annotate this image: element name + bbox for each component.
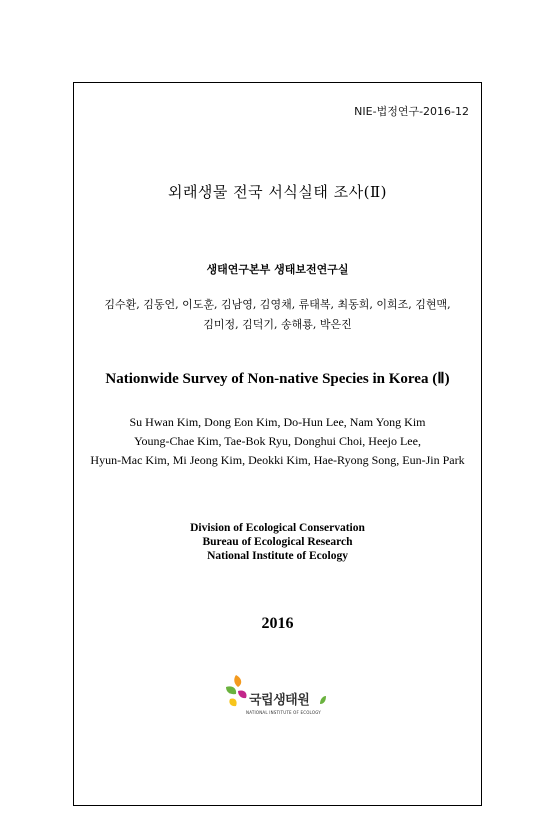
logo-magenta-leaf (238, 690, 247, 698)
logo-korean-name: 국립생태원 (249, 693, 310, 708)
leaf-logo-icon (224, 675, 248, 711)
english-authors-line: Su Hwan Kim, Dong Eon Kim, Do-Hun Lee, Nam Yong Kim (129, 415, 426, 429)
division-line: Division of Ecological Conservation (190, 522, 365, 534)
report-code: NIE-법정연구-2016-12 (354, 105, 469, 118)
logo-green-leaf (226, 686, 236, 694)
logo-english-name: NATIONAL INSTITUTE OF ECOLOGY (246, 710, 321, 715)
korean-authors-line: 김수환, 김동언, 이도훈, 김남영, 김영채, 류태복, 최동희, 이희조, 김현맥, (104, 298, 451, 311)
korean-title: 외래생물 전국 서식실태 조사(Ⅱ) (167, 183, 388, 201)
publication-year: 2016 (261, 615, 294, 632)
institute-logo (224, 673, 334, 733)
division-block (74, 521, 481, 563)
logo-orange-leaf (234, 675, 241, 687)
bureau-line: Bureau of Ecological Research (202, 536, 353, 548)
report-cover-frame (73, 82, 482, 806)
small-leaf-icon (319, 695, 327, 705)
english-authors-line: Hyun-Mac Kim, Mi Jeong Kim, Deokki Kim, Hae-Ryong Song, Eun-Jin Park (90, 453, 465, 467)
logo-yellow-leaf (229, 698, 236, 706)
korean-department: 생태연구본부 생태보전연구실 (206, 263, 349, 276)
korean-authors (74, 295, 481, 335)
english-authors (74, 413, 481, 470)
korean-authors-line: 김미정, 김덕기, 송해룡, 박은진 (203, 318, 352, 331)
institute-line: National Institute of Ecology (207, 550, 348, 562)
english-title: Nationwide Survey of Non-native Species in Korea (Ⅱ) (105, 371, 450, 387)
english-authors-line: Young-Chae Kim, Tae-Bok Ryu, Donghui Choi, Heejo Lee, (134, 434, 421, 448)
